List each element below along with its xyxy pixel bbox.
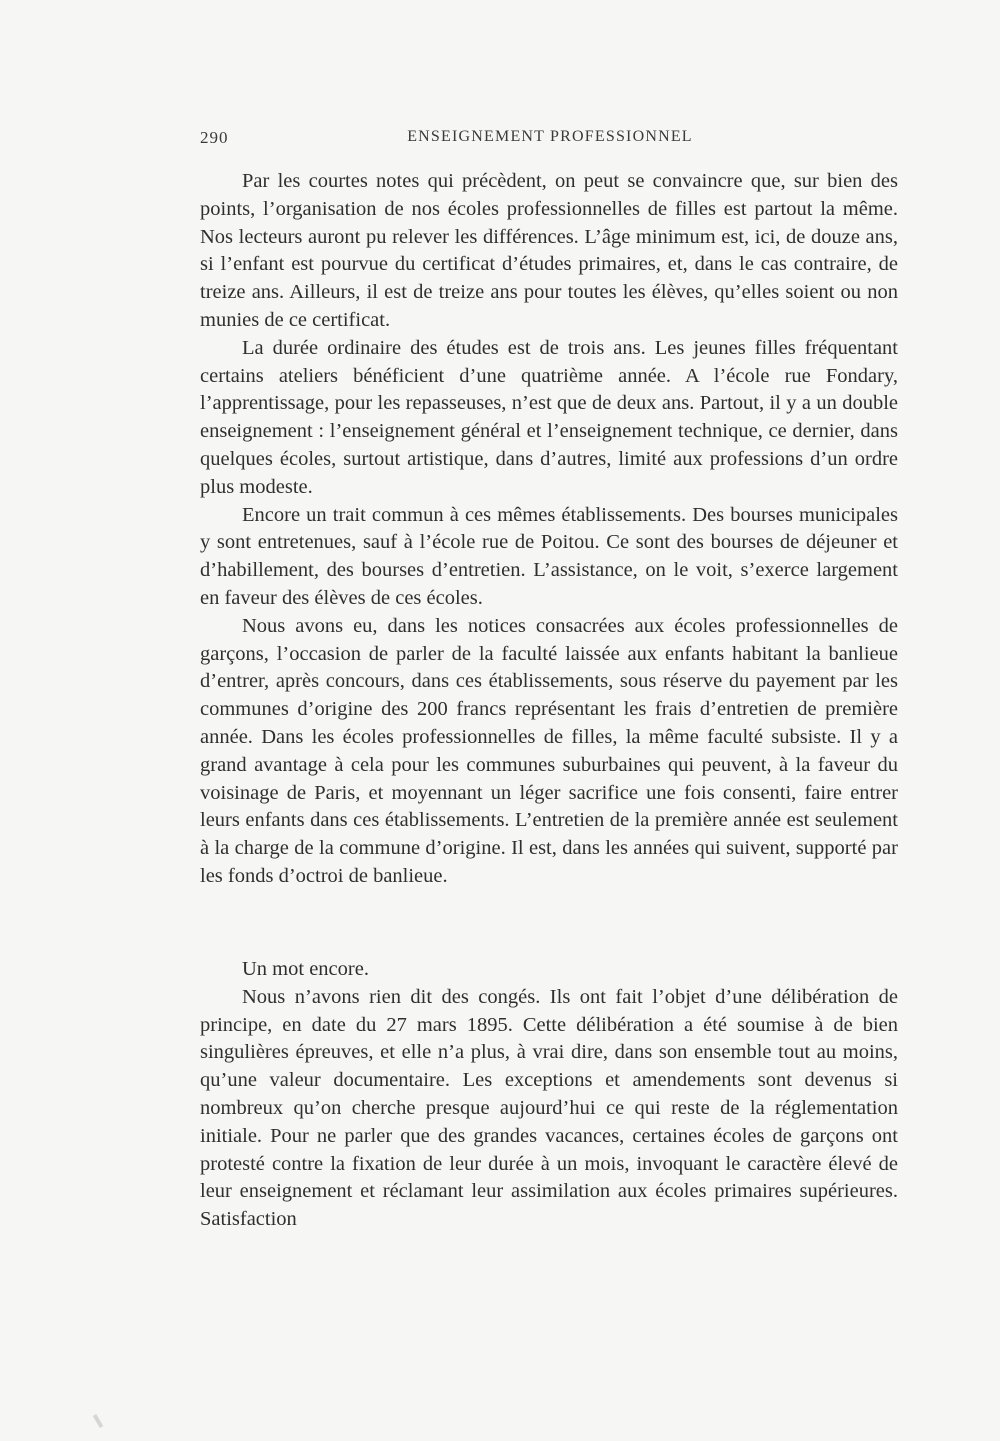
paragraph: La durée ordinaire des études est de trois ans. Les jeunes filles fréquentant certains ateliers bénéficient d’une quatrième année. A l’école rue Fondary, l’apprentissage, pour les repasseuses, n’est que de deux ans. Partout, il y a un double enseignement : l’enseignement général et l’enseignement technique, ce dernier, dans quelques écoles, surtout artistique, dans d’autres, limité aux professions d’un ordre plus modeste.	[200, 336, 898, 498]
body-text-upper	[200, 168, 898, 891]
paragraph: Nous avons eu, dans les notices consacrées aux écoles professionnelles de garçons, l’occasion de parler de la faculté laissée aux enfants habitant la banlieue d’entrer, après concours, dans ces établissements, sous réserve du payement par les communes d’origine des 200 francs représentant les frais d’entretien de première année. Dans les écoles professionnelles de filles, la même faculté subsiste. Il y a grand avantage à cela pour les communes suburbaines qui peuvent, à la faveur du voisinage de Paris, et moyennant un léger sacrifice une fois consenti, faire entrer leurs enfants dans ces établissements. L’entretien de la première année est seulement à la charge de la commune d’origine. Il est, dans les années qui suivent, supporté par les fonds d’octroi de banlieue.	[200, 614, 898, 887]
page-number: 290	[200, 128, 229, 147]
paragraph: Par les courtes notes qui précèdent, on peut se convaincre que, sur bien des points, l’organisation de nos écoles professionnelles de filles est partout la même. Nos lecteurs auront pu relever les différences. L’âge minimum est, ici, de douze ans, si l’enfant est pourvue du certificat d’études primaires, et, dans le cas contraire, de treize ans. Ailleurs, il est de treize ans pour toutes les élèves, qu’elles soient ou non munies de ce certificat.	[200, 170, 898, 331]
scan-artifact-mark	[93, 1414, 103, 1428]
running-title: ENSEIGNEMENT PROFESSIONNEL	[407, 128, 693, 145]
body-text-lower	[200, 956, 898, 1234]
section-opener: Un mot encore.	[242, 958, 369, 980]
paragraph: Encore un trait commun à ces mêmes établissements. Des bourses municipales y sont entretenues, sauf à l’école rue de Poitou. Ce sont des bourses de déjeuner et d’habillement, des bourses d’entretien. L’assistance, on le voit, s’exerce largement en faveur des élèves de ces écoles.	[200, 503, 898, 609]
paragraph: Nous n’avons rien dit des congés. Ils ont fait l’objet d’une délibération de principe, en date du 27 mars 1895. Cette délibération a été soumise à de bien singulières épreuves, et elle n’a plus, à vrai dire, dans son ensemble tout au moins, qu’une valeur documentaire. Les exceptions et amendements sont devenus si nombreux qu’on cherche presque aujourd’hui ce qui reste de la réglementation initiale. Pour ne parler que des grandes vacances, certaines écoles de garçons ont protesté contre la fixation de leur durée à un mois, invoquant le caractère élevé de leur enseignement et réclamant leur assimilation aux écoles primaires supérieures. Satisfaction	[200, 985, 898, 1231]
running-header	[200, 128, 900, 152]
